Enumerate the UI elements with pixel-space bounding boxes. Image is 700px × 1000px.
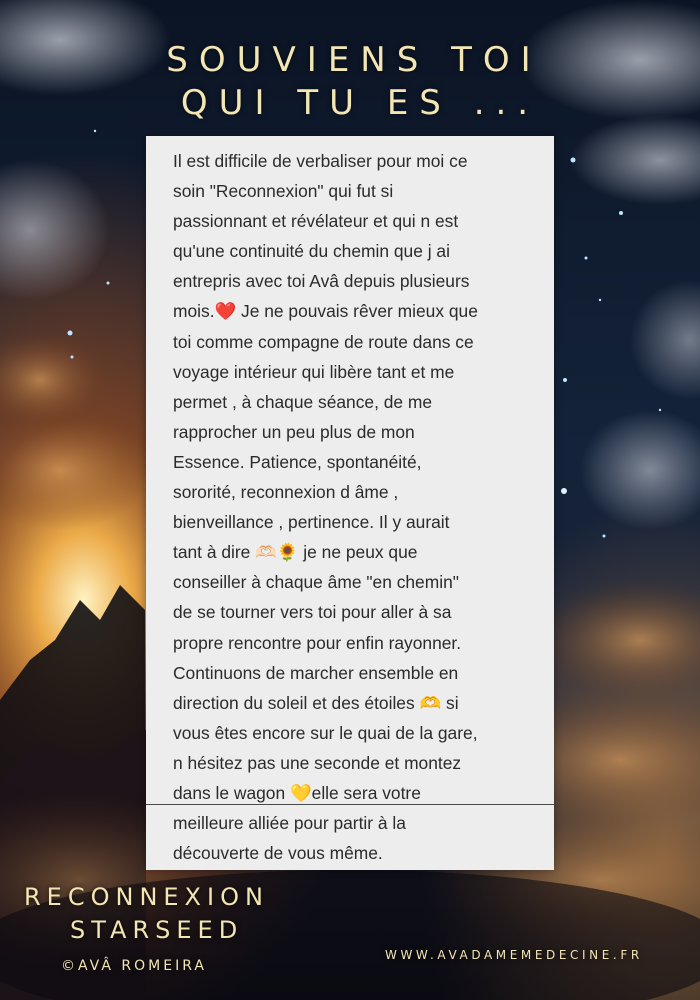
card-divider (146, 804, 554, 805)
headline-line-1: SOUVIENS TOI (166, 40, 542, 80)
website-link[interactable]: WWW.AVADAMEMEDECINE.FR (385, 948, 643, 962)
testimonial-card (146, 136, 554, 870)
brand-line-2: STARSEED (70, 916, 244, 944)
headline-line-2: QUI TU ES ... (180, 83, 540, 123)
author-credit: ©AVÂ ROMEIRA (61, 958, 207, 974)
brand-line-1: RECONNEXION (24, 883, 269, 911)
testimonial-text: Il est difficile de verbaliser pour moi ce soin "Reconnexion" qui fut si passionnant et révélateur et qui n est qu'une continuité du chemin que j ai entrepris avec toi Avâ depuis plusieurs mois.❤️ Je ne pouvais rêver mieux que toi comme compagne de route dans ce voyage intérieur qui libère tant et me permet , à chaque séance, de me rapprocher un peu plus de mon Essence. Patience, spontanéité, sororité, reconnexion d âme , bienveillance , pertinence. Il y aurait tant à dire 🫶🏻🌻 je ne peux que conseiller à chaque âme "en chemin" de se tourner vers toi pour aller à sa propre rencontre pour enfin rayonner. Continuons de marcher ensemble en direction du soleil et des étoiles 🫶 si vous êtes encore sur le quai de la gare, n hésitez pas une seconde et montez dans le wagon 💛elle sera votre meilleure alliée pour partir à la découverte de vous même. (173, 151, 478, 864)
